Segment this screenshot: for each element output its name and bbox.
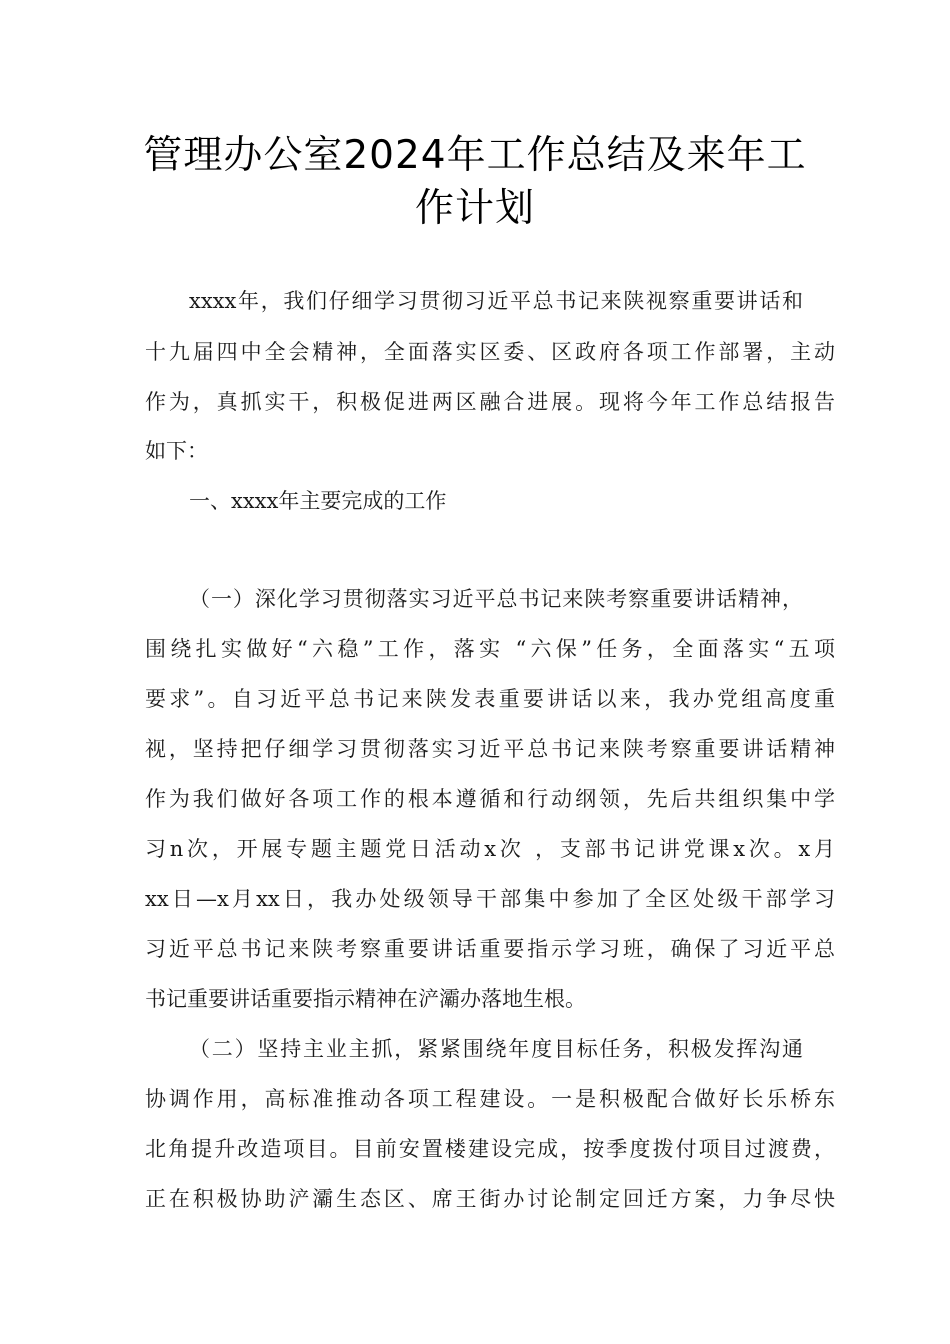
text-line: 正在积极协助浐灞生态区、席王街办讨论制定回迁方案，力争尽快: [145, 1187, 835, 1211]
text-line: 要求”。自习近平总书记来陕发表重要讲话以来，我办党组高度重: [145, 687, 835, 711]
text-line: 如下：: [145, 439, 208, 463]
section-heading: 一、xxxx年主要完成的工作: [189, 489, 447, 513]
text-line: 围绕扎实做好“六稳”工作，落实 “六保”任务，全面落实“五项: [145, 637, 835, 661]
text-line: 北角提升改造项目。目前安置楼建设完成，按季度拨付项目过渡费，: [145, 1137, 835, 1161]
text-line: 作为我们做好各项工作的根本遵循和行动纲领，先后共组织集中学: [145, 787, 835, 811]
text-line: xx日—x月xx日，我办处级领导干部集中参加了全区处级干部学习: [145, 887, 835, 911]
text-line: （二）坚持主业主抓，紧紧围绕年度目标任务，积极发挥沟通: [189, 1037, 803, 1061]
document-title-line-1: 管理办公室2024年工作总结及来年工: [143, 133, 807, 178]
text-line: 习n次，开展专题主题党日活动x次 ，支部书记讲党课x次。x月: [145, 837, 835, 861]
text-line: 协调作用，高标准推动各项工程建设。一是积极配合做好长乐桥东: [145, 1087, 835, 1111]
document-title-line-2: 作计划: [414, 186, 535, 231]
text-line: 习近平总书记来陕考察重要讲话重要指示学习班，确保了习近平总: [145, 937, 835, 961]
text-line: xxxx年，我们仔细学习贯彻习近平总书记来陕视察重要讲话和: [189, 289, 803, 313]
text-line: 书记重要讲话重要指示精神在浐灞办落地生根。: [145, 987, 586, 1011]
text-line: （一）深化学习贯彻落实习近平总书记来陕考察重要讲话精神，: [189, 587, 803, 611]
text-line: 作为，真抓实干，积极促进两区融合进展。现将今年工作总结报告: [145, 390, 835, 414]
text-line: 视，坚持把仔细学习贯彻落实习近平总书记来陕考察重要讲话精神: [145, 737, 835, 761]
text-line: 十九届四中全会精神，全面落实区委、区政府各项工作部署，主动: [145, 340, 835, 364]
